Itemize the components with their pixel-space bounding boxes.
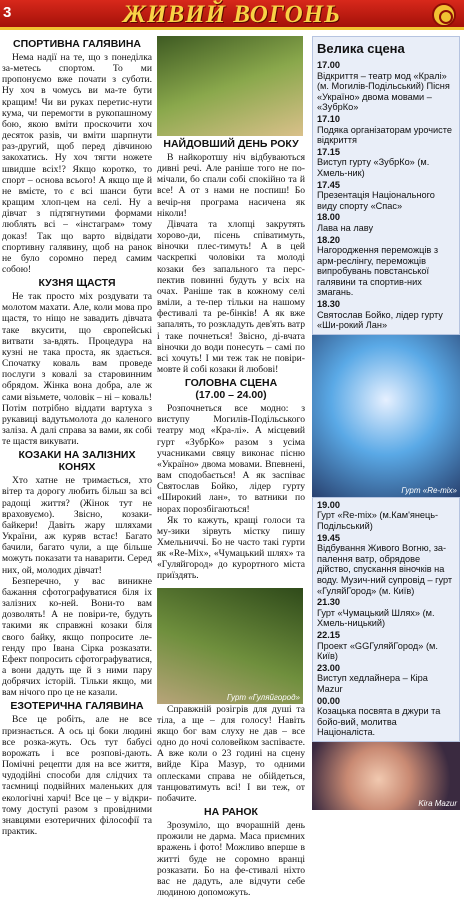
section-text: Безперечно, у вас виникне бажання сфотографуватися біля іх залізних ко-ней. Вони-то вам дозволять! А не повіри-те, будуть такими як справжні козаки біля свого байку, якщо попросите ле-генду про Івана Сірка розказати. Ефект попросить сфотографуватися, а вони дадуть ще й з ними пару добрячих історій. Тільки якщо, ми вам нічого про це не казали. (2, 575, 152, 699)
schedule-time: 19.45 (317, 532, 340, 543)
section-title: ГОЛОВНА СЦЕНА (184, 377, 278, 390)
schedule-time: 00.00 (317, 695, 340, 706)
schedule-desc: Нагородження переможців з арм-реслінгу, переможців випробувань повстанської галявини та спортив-них змагань. (317, 245, 439, 298)
section-text: Все це робіть, але не все признається. А ось ці боки людині все розка-жуть. Ось тут бабусі ворожать і все розпові-дають. Помічні рецепти для на все життя, чудодійні способи для слідчих та таємниці подвійних маленьких для екологічні харчі! Все це – у відкри-тому доступі разом з провідними знавцями езотеричних філософії та практик. (2, 714, 152, 837)
column-left (2, 36, 152, 837)
section-text: Як то кажуть, кращі голоси та му-зики зірвуть містку пишу Хмельниччі. Бо не часто такі гурти як «Re-Mix», «Чумацький шлях» та «Гуляйгород» до курортного міста приїздять. (157, 514, 305, 582)
schedule-time: 17.45 (317, 179, 340, 190)
schedule-time: 21.30 (317, 597, 340, 608)
schedule-item (317, 663, 455, 695)
column-middle (157, 36, 305, 898)
logo-icon (432, 3, 456, 27)
section-text: Справжній розігрів для душі та тіла, а ще – для голосу! Навіть якщо бог вам слуху не дав – все одно до ночі соловейком заспіваєте. А вже коли о 23 годині на сцену вийде Кіра Мазур, то одними оплесками справа не обійдеться, танцюватимуть всі! І ви теж, от побачите. (157, 703, 305, 804)
section-text: Розпочнеться все модно: з виступу Могилів-Подільського театру мод «Кра-лі». А місцевий гурт «ЗубрКо» разом з усіма учасниками свяцу виконає пісню «Україно» двома мовами. Впевнені, вам сподобається! А як заспіває Святослав Бойко, лідер гурту «Широкий лан», то ватники по норах порозбігаються! (157, 403, 305, 515)
schedule-item (317, 696, 455, 738)
schedule-time: 17.00 (317, 60, 340, 70)
schedule-desc: Проект «GGГуляйГород» (м. Київ) (317, 640, 438, 662)
stage-title: Велика сцена (317, 41, 405, 56)
schedule-desc: Святослав Бойко, лідер гурту «Ши-рокий Лан» (317, 309, 443, 331)
schedule-item (317, 147, 455, 179)
photo-caption: Kira Mazur (418, 798, 457, 808)
newspaper-title: ЖИВИЙ ВОГОНЬ (123, 1, 341, 28)
section-title: НАЙДОВШИЙ ДЕНЬ РОКУ (163, 138, 299, 150)
schedule-time: 17.10 (317, 113, 340, 124)
schedule-time: 22.15 (317, 629, 340, 640)
schedule-desc: Гурт «Чумацький Шлях» (м. Хмель-ницький) (317, 607, 435, 629)
section-title: КУЗНЯ ЩАСТЯ (38, 277, 116, 290)
schedule-time: 17.15 (317, 146, 340, 157)
schedule-item (317, 114, 455, 146)
section-title: ЕЗОТЕРИЧНА ГАЛЯВИНА (10, 700, 144, 713)
section-text: Зрозуміло, що вчорашній день прожили не дарма. Маса приємних вражень і фото! Можливо вперше в житті буде не соромно вранці розказати. Бо на фе-стивалі ніхто вас не дадуть, але відчути себе людиною допоможуть. (157, 820, 305, 898)
schedule-item (317, 630, 455, 662)
photo-caption: Гурт «Гуляйгород» (226, 692, 300, 702)
page-number: 3 (3, 4, 12, 21)
schedule-item (317, 299, 455, 331)
photo-band-guliaihorod (157, 588, 303, 704)
schedule-desc: Лава на лаву (317, 222, 374, 233)
schedule-desc: Подяка організаторам урочисте відкриття (317, 124, 452, 146)
schedule-item (317, 235, 455, 299)
schedule-desc: Презентація Національного виду спорту «Спас» (317, 190, 435, 211)
schedule-time: 18.30 (317, 299, 340, 310)
schedule-desc: Відкриття – театр мод «Кралі» (м. Могилів-Подільський) Пісня «Україно» двома мовами – «ЗубрКо» (317, 70, 450, 113)
section-title: НА РАНОК (204, 806, 258, 819)
schedule-box-continued (312, 497, 460, 742)
section-time: (17.00 – 24.00) (195, 389, 267, 402)
section-text: Нема надії на те, що з понеділка за-метесь спортом. То ми пропонуємо вже почати з суботи. Ну хоч в чомусь ви ма-те бути кращим! Чи ви руках перетис-нути кума, чи перемогти в рукопашному бою, якою вміти проскочити хоч десяток разів, чи вміти шарпнути раз-другий, щоб перед дівчиною закохатись. Ну хоч тягти ножете швидше всіх!? Якщо коротко, то спорт – основа всього! А якщо ще й не вмієте, то є всі шанси бути кращим хлоп-цем на селі. Ну а дівчат з підтягнутими формами люблять всі – «інстаграм» тому доказ! Так що варто відвідати спортивну галявину, щоб на ранок не було соромно перед самим собою! (2, 52, 152, 275)
section-text: Хто хатне не тримається, хто вітер та дорогу любить більш за всі радощі життя? (Жінок тут не враховуємо). Звісно, козаки-байкери! Давіть жару шляхами України, аж куряв встає! Багато бачили, багато чули, а ще більше можуть показати та наварити. Серед них, ой, молодих дівчат! (2, 475, 152, 576)
schedule-item (317, 500, 455, 532)
schedule-item (317, 533, 455, 597)
section-title: КОЗАКИ НА ЗАЛІЗНИХ КОНЯХ (18, 449, 136, 474)
schedule-desc: Виступ хедлайнера – Кіра Mazur (317, 673, 428, 694)
section-text: В найкоротшу ніч відбуваються дивні речі. Але раніше того не по-мічали, бо спали собі спокійно та й все! А от з нами не поспиш! Бо вечір-ня програма насичена як ніколи! (157, 152, 305, 219)
column-right (312, 36, 460, 810)
schedule-box (312, 36, 460, 335)
schedule-desc: Козацька посвята в джури та бойо-вий, молитва Націоналіста. (317, 706, 441, 738)
schedule-item (317, 212, 455, 233)
schedule-item (317, 60, 455, 113)
schedule-time: 18.00 (317, 212, 340, 223)
photo-wreaths (157, 36, 303, 136)
photo-caption: Гурт «Re-mix» (401, 485, 457, 495)
schedule-item (317, 597, 455, 629)
section-title: СПОРТИВНА ГАЛЯВИНА (13, 38, 141, 50)
schedule-desc: Виступ гурту «ЗубрКо» (м. Хмель-ник) (317, 157, 430, 178)
schedule-item (317, 180, 455, 212)
photo-kira-mazur (312, 742, 460, 810)
schedule-time: 23.00 (317, 662, 340, 673)
schedule-time: 19.00 (317, 499, 340, 510)
page-header (0, 0, 464, 30)
schedule-desc: Відбування Живого Вогню, за-палення ватр, обрядове дійство, спускання віночків на воду. Музич-ний супровід – гурт «ГуляйГород» (м. Київ) (317, 543, 453, 596)
photo-band-remix (312, 335, 460, 497)
schedule-time: 18.20 (317, 234, 340, 245)
section-text: Дівчата та хлопці закрутять хорово-ди, пісень співатимуть, віночки плес-тимуть! А в цей часкрепкі чоловіки та молоді козаки без запального та перс-пектив повинні будуть у всіх на очах. Раніше так в кожному селі вміли, а те-пер тільки на нашому фестивалі та ре-бінків! А як вже запалять, то розкладуть дев'ять ватр і таке почнеться! Звісно, ді-вчата віночки до води понесуть – самі по всі хочуть! І ми теж так не повіри-мовте й собі козаки й любові! (157, 218, 305, 375)
schedule-desc: Гурт «Re-mix» (м.Кам'янець-Подільський) (317, 510, 439, 532)
section-text: Не так просто міх роздувати та молотом махати. Але, коли мова про щастя, то ніщо не завадить дівчата таке вкусити, що європейські витвати за-вдять. Процедура на кузні не така проста, як здається. Спочатку коваль вам проведе послуги з ковалі за старовинним обрядом. Жінка вона добра, але ж сами візьмете, чоловік – ні – коваль! Потім потрібно віддати вартуха з рукавиці вадутьмолота до каленого заліза. А далі справа за вами, як собі те щастя викувати. (2, 291, 152, 448)
